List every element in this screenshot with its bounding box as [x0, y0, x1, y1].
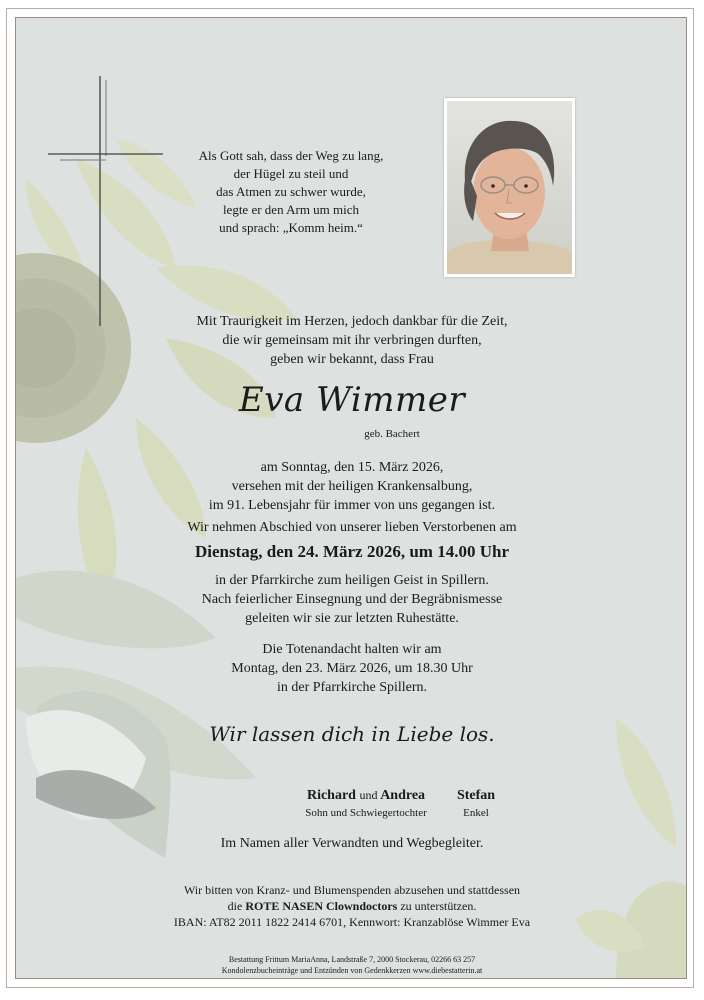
funeral-info-line: in der Pfarrkirche zum heiligen Geist in Spillern. — [215, 573, 489, 588]
family-connector: und — [359, 788, 378, 802]
intro-line: Mit Traurigkeit im Herzen, jedoch dankbar für die Zeit, — [196, 314, 508, 329]
birth-name: geb. Bachert — [364, 428, 420, 440]
funeral-date: Dienstag, den 24. März 2026, um 14.00 Uhr — [194, 542, 509, 561]
intro-line: geben wir bekannt, dass Frau — [270, 352, 434, 367]
donation-line: Wir bitten von Kranz- und Blumenspenden abzusehen und stattdessen — [183, 883, 521, 897]
donation-text — [16, 882, 687, 930]
charity-name: ROTE NASEN Clowndoctors — [245, 899, 398, 913]
death-info-line: im 91. Lebensjahr für immer von uns gegangen ist. — [208, 498, 496, 513]
funeral-info-line: Nach feierlicher Einsegnung und der Begräbnismesse — [201, 592, 503, 607]
poem-line: das Atmen zu schwer wurde, — [216, 184, 366, 199]
donation-suffix: zu unterstützen. — [400, 899, 477, 913]
family-member — [446, 788, 506, 819]
funeral-info-line: geleiten wir sie zur letzten Ruhestätte. — [245, 611, 459, 626]
intro-text — [16, 312, 687, 369]
funeral-home-line: Bestattung Frittum MariaAnna, Landstraße 7, 2000 Stockerau, 02266 63 257 — [228, 955, 476, 964]
vigil-info-line: in der Pfarrkirche Spillern. — [276, 680, 428, 695]
vigil-info-line: Montag, den 23. März 2026, um 18.30 Uhr — [231, 661, 473, 676]
poem-line: der Hügel zu steil und — [233, 166, 349, 181]
poem — [166, 147, 416, 237]
death-info-line: versehen mit der heiligen Krankensalbung, — [231, 479, 473, 494]
family-first-name: Stefan — [456, 788, 496, 803]
farewell-intro: Wir nehmen Abschied von unserer lieben Verstorbenen am — [187, 520, 517, 535]
family-names — [286, 788, 446, 804]
intro-line: die wir gemeinsam mit ihr verbringen durften, — [222, 333, 482, 348]
poem-line: Als Gott sah, dass der Weg zu lang, — [198, 148, 384, 163]
portrait-photo — [444, 98, 575, 277]
death-info-line: am Sonntag, den 15. März 2026, — [260, 460, 444, 475]
poem-line: und sprach: „Komm heim.“ — [219, 220, 363, 235]
poem-line: legte er den Arm um mich — [222, 202, 360, 217]
donation-line — [16, 898, 687, 914]
funeral-home-line: Kondolenzbucheinträge und Entzünden von Gedenkkerzen www.diebestatterin.at — [221, 966, 483, 975]
relatives-text: Im Namen aller Verwandten und Wegbegleiter. — [220, 836, 484, 851]
family-second-name: Andrea — [380, 788, 426, 803]
donation-line: IBAN: AT82 2011 1822 2414 6701, Kennwort: Kranzablöse Wimmer Eva — [173, 915, 531, 929]
death-info — [16, 458, 687, 515]
family-first-name: Richard — [306, 788, 356, 803]
deceased-name: Eva Wimmer — [238, 380, 466, 420]
vigil-info-line: Die Totenandacht halten wir am — [262, 642, 442, 657]
family-relation: Sohn und Schwiegertochter — [305, 807, 427, 819]
family-relation: Enkel — [463, 807, 489, 819]
funeral-info — [16, 571, 687, 628]
cross-icon — [48, 76, 178, 336]
card — [15, 17, 687, 979]
funeral-home-info — [16, 954, 687, 976]
closing-phrase: Wir lassen dich in Liebe los. — [209, 722, 495, 746]
vigil-info — [16, 640, 687, 697]
donation-prefix: die — [227, 899, 243, 913]
family-member — [286, 788, 446, 819]
